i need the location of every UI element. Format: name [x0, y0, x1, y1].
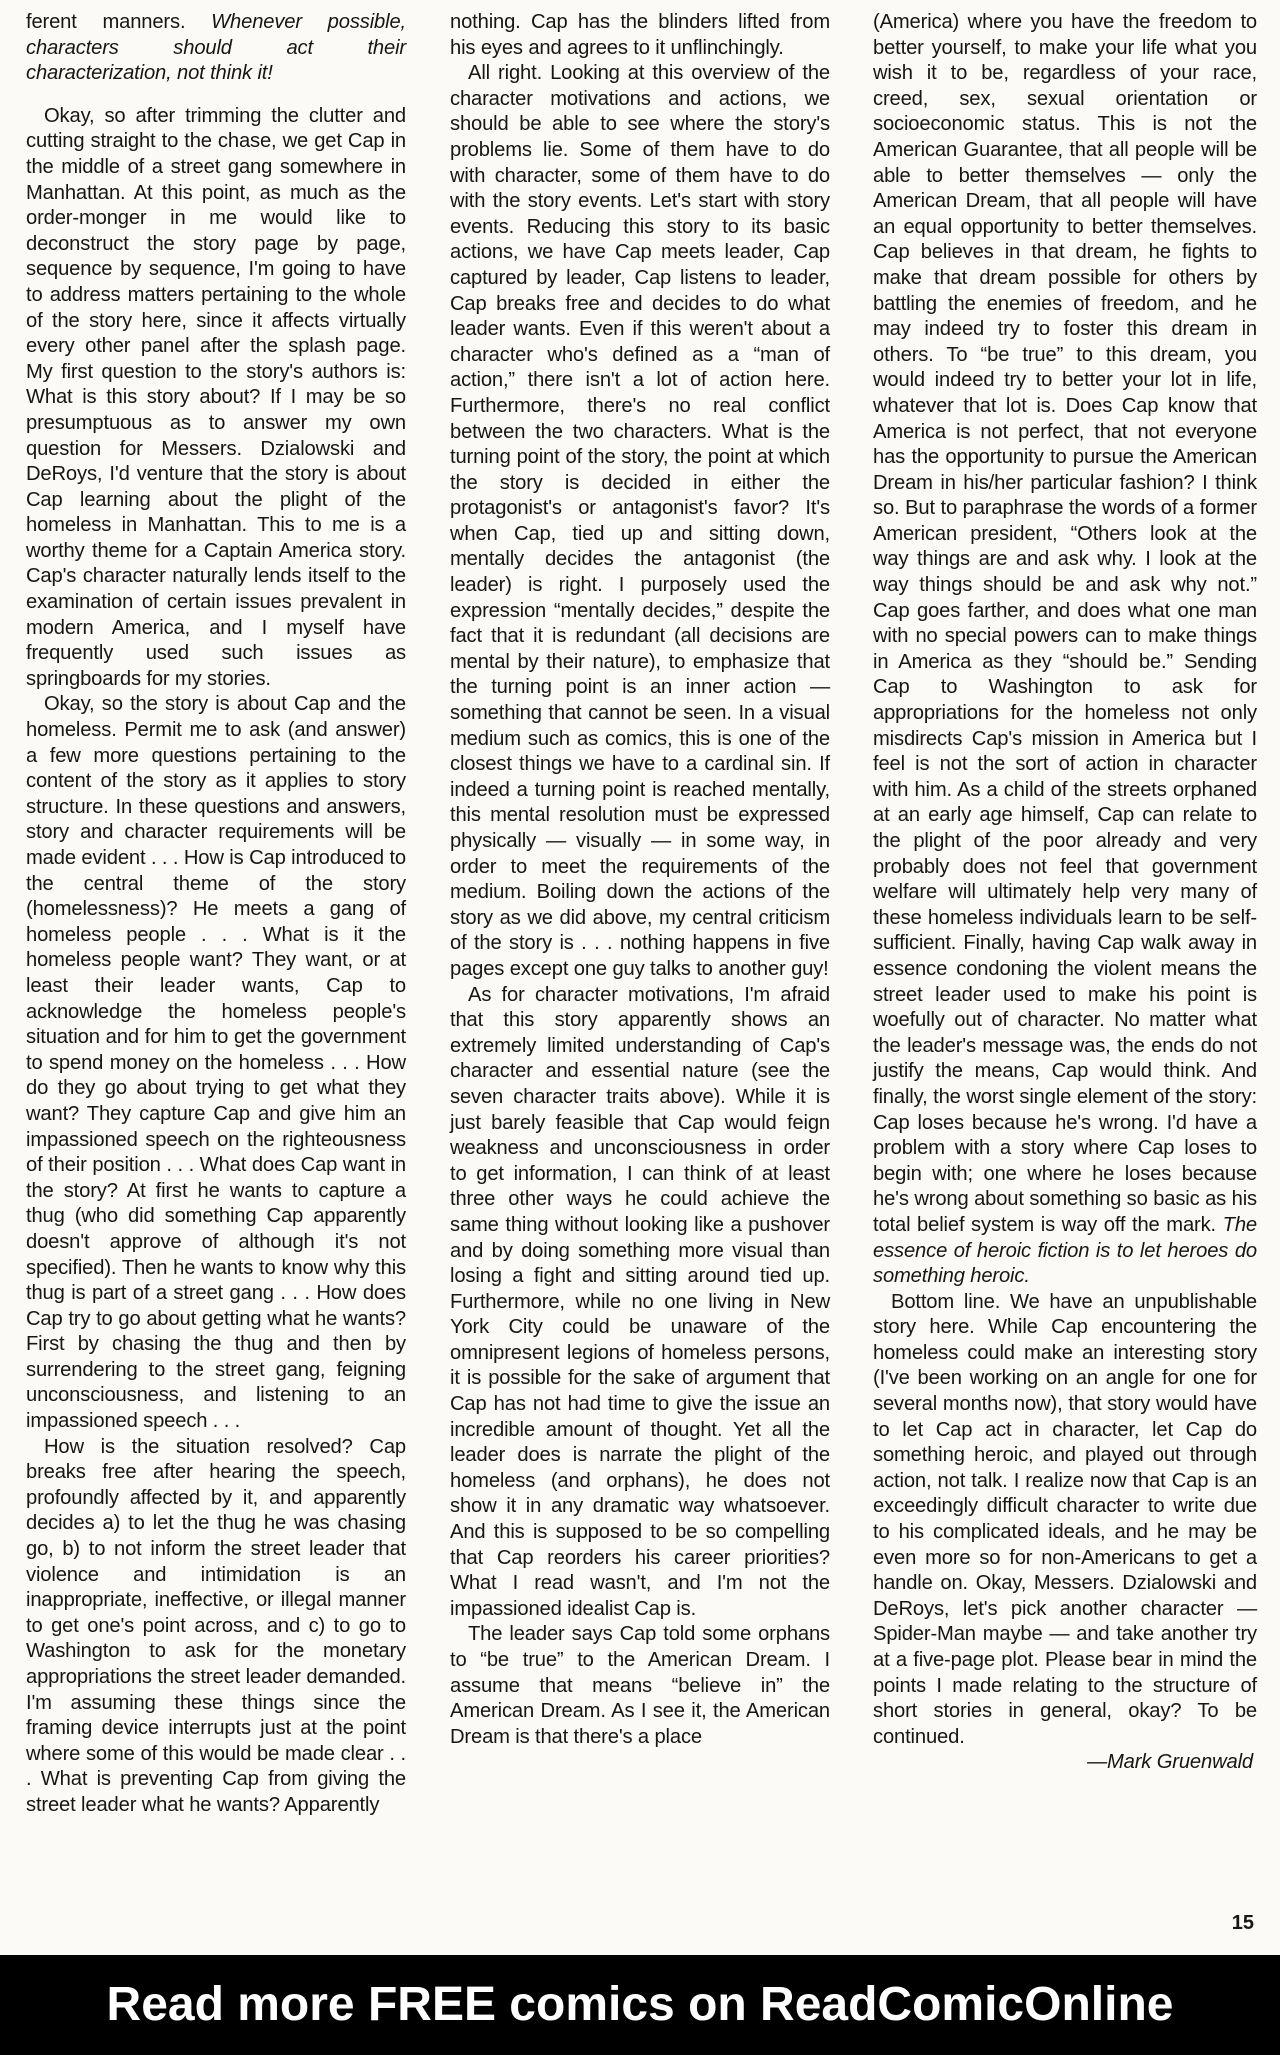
- paragraph-text: (America) where you have the freedom to better yourself, to make your life what you wish it to be, regardless of your race, creed, sex, sexual orientation or socioeconomic status. This is not the American Guarantee, that all people will be able to better themselves — only the American Dream, that all people will have an equal opportunity to better themselves. Cap believes in that dream, he fights to make that dream possible for others by battling the enemies of freedom, and he may indeed try to foster this dream in others. To “be true” to this dream, you would indeed try to better your lot in life, whatever that lot is. Does Cap know that America is not perfect, that not everyone has the opportunity to pursue the American Dream in his/her particular fashion? I think so. But to paraphrase the words of a former American president, “Others look at the way things are and ask why. I look at the way things should be and ask why not.” Cap goes farther, and does what one man with no special powers can to make things in America as they “should be.” Sending Cap to Washington to ask for appropriations for the homeless not only misdirects Cap's mission in America but I feel is not the sort of action in character with him. As a child of the streets orphaned at an early age himself, Cap can relate to the plight of the poor already and very probably does not feel that government welfare will ultimately help very many of these homeless individuals learn to be self-sufficient. Finally, having Cap walk away in essence condoning the violent means the street leader used to make his point is woefully out of character. No matter what the leader's message was, the ends do not justify the means, Cap would think. And finally, the worst single element of the story: Cap loses because he's wrong. I'd have a problem with a story where Cap loses to begin with; one where he loses because he's wrong about something so basic as his total belief system is way off the mark.: [873, 11, 1257, 1236]
- text-column-2: [450, 10, 830, 1750]
- paragraph: Okay, so the story is about Cap and the homeless. Permit me to ask (and answer) a few more questions pertaining to the content of the story as it applies to story structure. In these questions and answers, story and character requirements will be made evident . . . How is Cap introduced to the central theme of the story (homelessness)? He meets a gang of homeless people . . . What is it the homeless people want? They want, or at least their leader wants, Cap to acknowledge the homeless people's situation and for him to get the government to spend money on the homeless . . . How do they go about trying to get what they want? They capture Cap and give him an impassioned speech on the righteousness of their position . . . What does Cap want in the story? At first he wants to capture a thug (who did something Cap apparently doesn't approve of although it's not specified). Then he wants to know why this thug is part of a street gang . . . How does Cap try to go about getting what he wants? First by chasing the thug and then by surrendering to the street gang, feigning unconsciousness, and listening to an impassioned speech . . .: [26, 693, 406, 1433]
- author-signature: —Mark Gruenwald: [1086, 1751, 1253, 1774]
- page-number: 15: [1231, 1912, 1254, 1934]
- emphasis-text: Whenever possible, characters should act their characterization, not think it!: [26, 11, 407, 85]
- promo-banner[interactable]: [0, 1955, 1280, 2055]
- paragraph: As for character motivations, I'm afraid that this story apparently shows an extremely limited understanding of Cap's character and essential nature (see the seven character traits above). While it is just barely feasible that Cap would feign weakness and unconsciousness in order to get information, I can think of at least three other ways he could achieve the same thing without looking like a pushover and by doing something more visual than losing a fight and sitting around tied up. Furthermore, while no one living in New York City could be unaware of the omnipresent legions of homeless persons, it is possible for the sake of argument that Cap has not had time to give the issue an incredible amount of thought. Yet all the leader does is narrate the plight of the homeless (and orphans), he does not show it in any dramatic way whatsoever. And this is supposed to be so compelling that Cap reorders his career priorities? What I read wasn't, and I'm not the impassioned idealist Cap is.: [450, 983, 830, 1620]
- paragraph: The leader says Cap told some orphans to “be true” to the American Dream. I assume that means “believe in” the American Dream. As I see it, the American Dream is that there's a place: [450, 1623, 830, 1748]
- paragraph: Bottom line. We have an unpublishable story here. While Cap encountering the homeless could make an interesting story (I've been working on an angle for one for several months now), that story would have to let Cap act in character, let Cap do something heroic, and played out through action, not talk. I realize now that Cap is an exceedingly difficult character to write due to his complicated ideals, and he may be even more so for non-Americans to get a handle on. Okay, Messers. Dzialowski and DeRoys, let's pick another character — Spider-Man maybe — and take another try at a five-page plot. Please bear in mind the points I made relating to the structure of short stories in general, okay? To be continued.: [873, 1290, 1257, 1748]
- text-column-3: [873, 10, 1257, 1776]
- promo-banner-text: Read more FREE comics on ReadComicOnline: [106, 1978, 1174, 2031]
- text-column-1: [26, 10, 406, 1819]
- emphasis-text: The essence of heroic fiction is to let heroes do something heroic.: [873, 1213, 1257, 1288]
- paragraph-text: ferent manners.: [26, 11, 212, 33]
- paragraph: How is the situation resolved? Cap breaks free after hearing the speech, profoundly affected by it, and apparently decides a) to let the thug he was chasing go, b) to not inform the street leader that violence and intimidation is an inappropriate, ineffective, or illegal manner to get one's point across, and c) to go to Washington to ask for the monetary appropriations the street leader demanded. I'm assuming these things since the framing device interrupts just at the point where some of this would be made clear . . . What is preventing Cap from giving the street leader what he wants? Apparently: [26, 1435, 406, 1816]
- paragraph: All right. Looking at this overview of the character motivations and actions, we should be able to see where the story's problems lie. Some of them have to do with character, some of them have to do with the story events. Let's start with story events. Reducing this story to its basic actions, we have Cap meets leader, Cap captured by leader, Cap listens to leader, Cap breaks free and decides to do what leader wants. Even if this weren't about a character who's defined as a “man of action,” there isn't a lot of action here. Furthermore, there's no real conflict between the two characters. What is the turning point of the story, the point at which the story is decided in either the protagonist's or antagonist's favor? It's when Cap, tied up and sitting down, mentally decides the antagonist (the leader) is right. I purposely used the expression “mentally decides,” despite the fact that it is redundant (all decisions are mental by their nature), to emphasize that the turning point is an inner action — something that cannot be seen. In a visual medium such as comics, this is one of the closest things we have to a cardinal sin. If indeed a turning point is reached mentally, this mental resolution must be expressed physically — visually — in some way, in order to meet the requirements of the medium. Boiling down the actions of the story as we did above, my central criticism of the story is . . . nothing happens in five pages except one guy talks to another guy!: [450, 62, 830, 980]
- paragraph: nothing. Cap has the blinders lifted from his eyes and agrees to it unflinchingly.: [450, 11, 830, 59]
- paragraph: [26, 10, 406, 87]
- paragraph: Okay, so after trimming the clutter and cutting straight to the chase, we get Cap in the middle of a street gang somewhere in Manhattan. At this point, as much as the order-monger in me would like to deconstruct the story page by page, sequence by sequence, I'm going to have to address matters pertaining to the whole of the story here, since it affects virtually every other panel after the splash page. My first question to the story's authors is: What is this story about? If I may be so presumptuous as to answer my own question for Messers. Dzialowski and DeRoys, I'd venture that the story is about Cap learning about the plight of the homeless in Manhattan. This to me is a worthy theme for a Captain America story. Cap's character naturally lends itself to the examination of certain issues prevalent in modern America, and I myself have frequently used such issues as springboards for my stories.: [26, 104, 406, 690]
- paragraph: [873, 10, 1257, 1290]
